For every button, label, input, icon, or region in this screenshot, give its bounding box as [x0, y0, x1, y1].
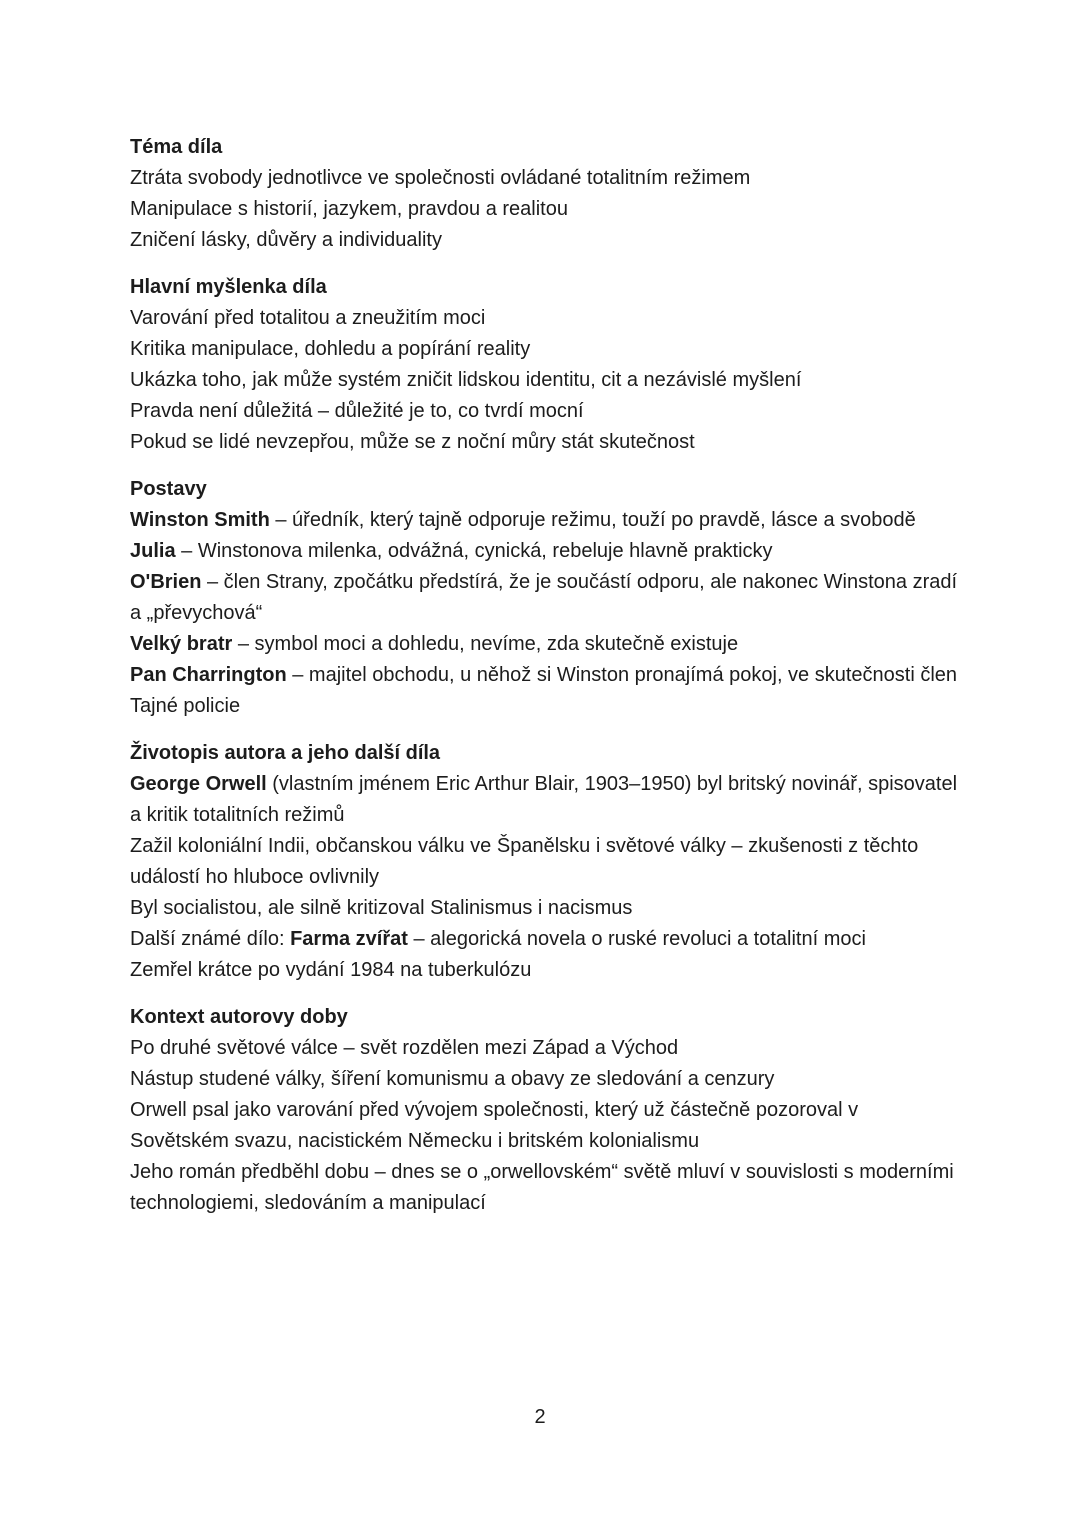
- section-heading: Hlavní myšlenka díla: [130, 276, 327, 298]
- text-segment: (vlastním jménem Eric Arthur Blair, 1903–1950) byl britský novinář, spisovatel a kritik totalitních režimů: [130, 773, 958, 826]
- section-heading: Kontext autorovy doby: [130, 1006, 348, 1028]
- text-segment: Manipulace s historií, jazykem, pravdou a realitou: [130, 198, 568, 220]
- paragraph: [130, 893, 958, 924]
- text-segment: Varování před totalitou a zneužitím moci: [130, 307, 486, 329]
- paragraph: [130, 831, 958, 893]
- paragraph: [130, 629, 958, 660]
- text-segment: – symbol moci a dohledu, nevíme, zda skutečně existuje: [232, 633, 739, 655]
- paragraph: [130, 955, 958, 986]
- bold-text-segment: Julia: [130, 540, 176, 562]
- text-segment: Pokud se lidé nevzepřou, může se z noční můry stát skutečnost: [130, 431, 695, 453]
- paragraph: [130, 194, 958, 225]
- text-segment: – alegorická novela o ruské revoluci a totalitní moci: [407, 928, 866, 950]
- section-heading: Téma díla: [130, 136, 223, 158]
- bold-text-segment: Pan Charrington: [130, 664, 287, 686]
- text-segment: Zemřel krátce po vydání 1984 na tuberkulózu: [130, 959, 532, 981]
- bold-text-segment: Winston Smith: [130, 509, 270, 531]
- document-section-1: [130, 272, 958, 458]
- text-segment: – úředník, který tajně odporuje režimu, touží po pravdě, lásce a svobodě: [269, 509, 916, 531]
- text-segment: – majitel obchodu, u něhož si Winston pronajímá pokoj, ve skutečnosti člen Tajné policie: [130, 664, 958, 717]
- paragraph: [130, 660, 958, 722]
- text-segment: Ukázka toho, jak může systém zničit lidskou identitu, cit a nezávislé myšlení: [130, 369, 802, 391]
- text-segment: Ztráta svobody jednotlivce ve společnosti ovládané totalitním režimem: [130, 167, 751, 189]
- text-segment: – člen Strany, zpočátku předstírá, že je součástí odporu, ale nakonec Winstona zradí a „převychová“: [130, 571, 958, 624]
- text-segment: Jeho román předběhl dobu – dnes se o „orwellovském“ světě mluví v souvislosti s moderními technologiemi, sledováním a manipulací: [130, 1161, 954, 1214]
- paragraph: [130, 1033, 958, 1064]
- text-segment: Zažil koloniální Indii, občanskou válku ve Španělsku i světové války – zkušenosti z těchto událostí ho hluboce ovlivnily: [130, 835, 919, 888]
- paragraph: [130, 334, 958, 365]
- paragraph: [130, 567, 958, 629]
- paragraph: [130, 427, 958, 458]
- paragraph: [130, 225, 958, 256]
- section-heading: Životopis autora a jeho další díla: [130, 742, 441, 764]
- paragraph: [130, 924, 958, 955]
- text-segment: Pravda není důležitá – důležité je to, co tvrdí mocní: [130, 400, 584, 422]
- paragraph: [130, 505, 958, 536]
- bold-text-segment: Farma zvířat: [290, 928, 408, 950]
- section-heading: Postavy: [130, 478, 207, 500]
- document-section-3: [130, 738, 958, 986]
- paragraph: [130, 1095, 958, 1157]
- text-segment: Orwell psal jako varování před vývojem společnosti, který už částečně pozoroval v Sovětském svazu, nacistickém Německu i britském kolonialismu: [130, 1099, 859, 1152]
- text-segment: Nástup studené války, šíření komunismu a obavy ze sledování a cenzury: [130, 1068, 775, 1090]
- paragraph: [130, 1064, 958, 1095]
- text-segment: – Winstonova milenka, odvážná, cynická, rebeluje hlavně prakticky: [175, 540, 773, 562]
- bold-text-segment: Velký bratr: [130, 633, 233, 655]
- bold-text-segment: George Orwell: [130, 773, 267, 795]
- text-segment: Po druhé světové válce – svět rozdělen mezi Západ a Východ: [130, 1037, 679, 1059]
- paragraph: [130, 1157, 958, 1219]
- paragraph: [130, 536, 958, 567]
- text-segment: Byl socialistou, ale silně kritizoval Stalinismus i nacismus: [130, 897, 633, 919]
- paragraph: [130, 769, 958, 831]
- bold-text-segment: O'Brien: [130, 571, 202, 593]
- paragraph: [130, 163, 958, 194]
- text-segment: Další známé dílo:: [130, 928, 291, 950]
- text-segment: Kritika manipulace, dohledu a popírání reality: [130, 338, 531, 360]
- document-body: [130, 132, 958, 1219]
- paragraph: [130, 303, 958, 334]
- document-section-0: [130, 132, 958, 256]
- page-number: 2: [534, 1406, 546, 1428]
- paragraph: [130, 365, 958, 396]
- paragraph: [130, 396, 958, 427]
- document-section-2: [130, 474, 958, 722]
- text-segment: Zničení lásky, důvěry a individuality: [130, 229, 442, 251]
- document-section-4: [130, 1002, 958, 1219]
